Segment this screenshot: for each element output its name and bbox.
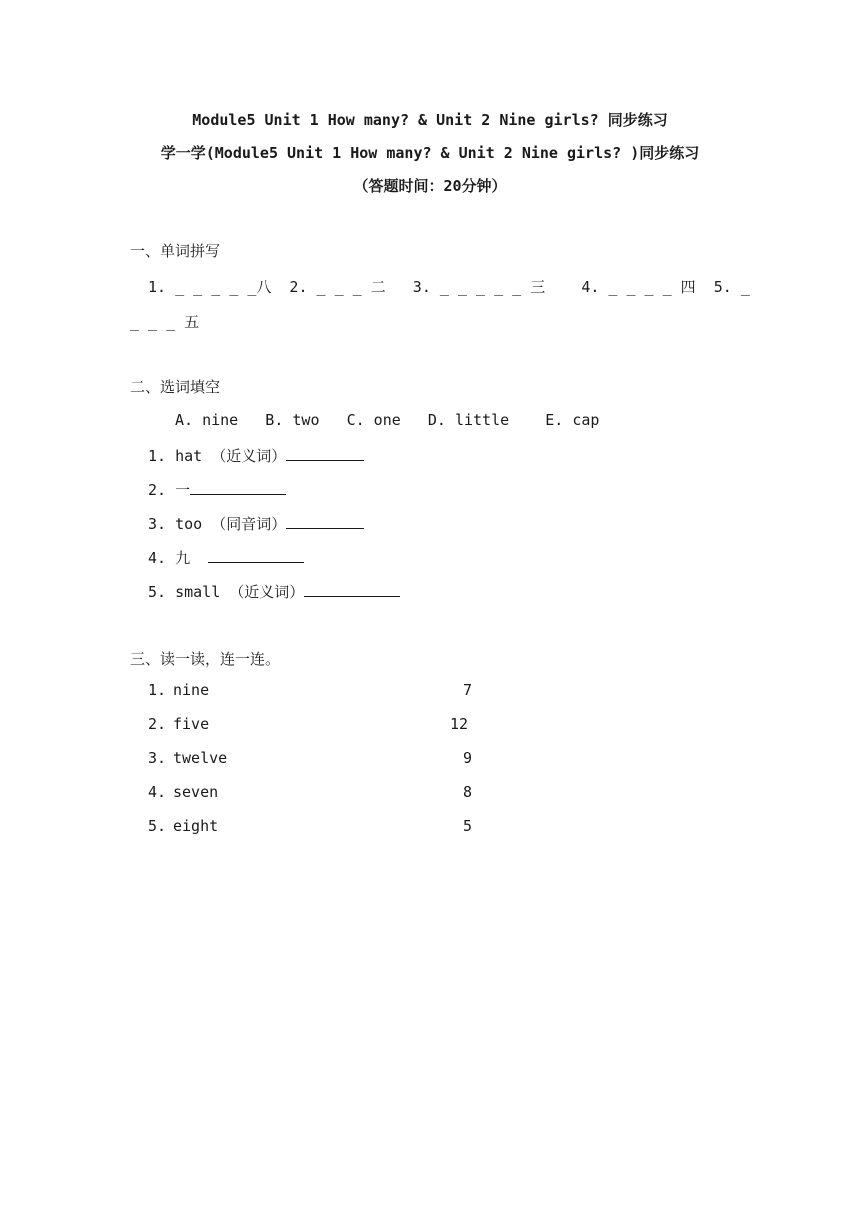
match-number: 4. bbox=[148, 783, 167, 801]
match-number: 1. bbox=[148, 681, 167, 699]
match-number: 3. bbox=[148, 749, 167, 767]
match-word: five bbox=[173, 715, 210, 733]
fill-item-1 bbox=[148, 445, 364, 466]
match-number: 5. bbox=[148, 817, 167, 835]
section-2-heading: 二、选词填空 bbox=[130, 378, 221, 396]
match-value: 12 bbox=[449, 715, 468, 733]
answer-blank[interactable] bbox=[286, 514, 364, 529]
title-line-1: Module5 Unit 1 How many? & Unit 2 Nine girls? 同步练习 bbox=[192, 111, 668, 129]
fill-item-text: 3. too （同音词） bbox=[148, 515, 287, 533]
spelling-line-1: 1. _ _ _ _ _八 2. _ _ _ 二 3. _ _ _ _ _ 三 4. _ _ _ _ 四 5. _ bbox=[148, 278, 750, 296]
title-line-2: 学一学(Module5 Unit 1 How many? & Unit 2 Nine girls? )同步练习 bbox=[160, 144, 700, 162]
fill-item-3 bbox=[148, 513, 364, 534]
answer-blank[interactable] bbox=[286, 446, 364, 461]
fill-item-text: 2. 一 bbox=[148, 481, 191, 499]
fill-item-text: 1. hat （近义词） bbox=[148, 447, 287, 465]
match-value: 9 bbox=[462, 749, 472, 767]
fill-item-text: 5. small （近义词） bbox=[148, 583, 305, 601]
answer-blank[interactable] bbox=[190, 480, 286, 495]
match-value: 7 bbox=[462, 681, 472, 699]
fill-item-text: 4. 九 bbox=[148, 549, 209, 567]
answer-blank[interactable] bbox=[208, 548, 304, 563]
match-value: 8 bbox=[462, 783, 472, 801]
fill-item-5 bbox=[148, 581, 400, 602]
title-line-3: （答题时间：20分钟） bbox=[353, 177, 507, 195]
match-value: 5 bbox=[462, 817, 472, 835]
section-1-heading: 一、单词拼写 bbox=[130, 242, 221, 260]
match-word: nine bbox=[173, 681, 210, 699]
match-word: eight bbox=[173, 817, 219, 835]
word-options: A. nine B. two C. one D. little E. cap bbox=[175, 411, 600, 429]
fill-item-4 bbox=[148, 547, 304, 568]
match-word: twelve bbox=[173, 749, 228, 767]
match-number: 2. bbox=[148, 715, 167, 733]
title-block bbox=[0, 104, 860, 203]
match-word: seven bbox=[173, 783, 219, 801]
spelling-line-2: _ _ _ 五 bbox=[130, 313, 200, 331]
section-3-heading: 三、读一读，连一连。 bbox=[130, 650, 281, 668]
answer-blank[interactable] bbox=[304, 582, 400, 597]
fill-item-2 bbox=[148, 479, 286, 500]
